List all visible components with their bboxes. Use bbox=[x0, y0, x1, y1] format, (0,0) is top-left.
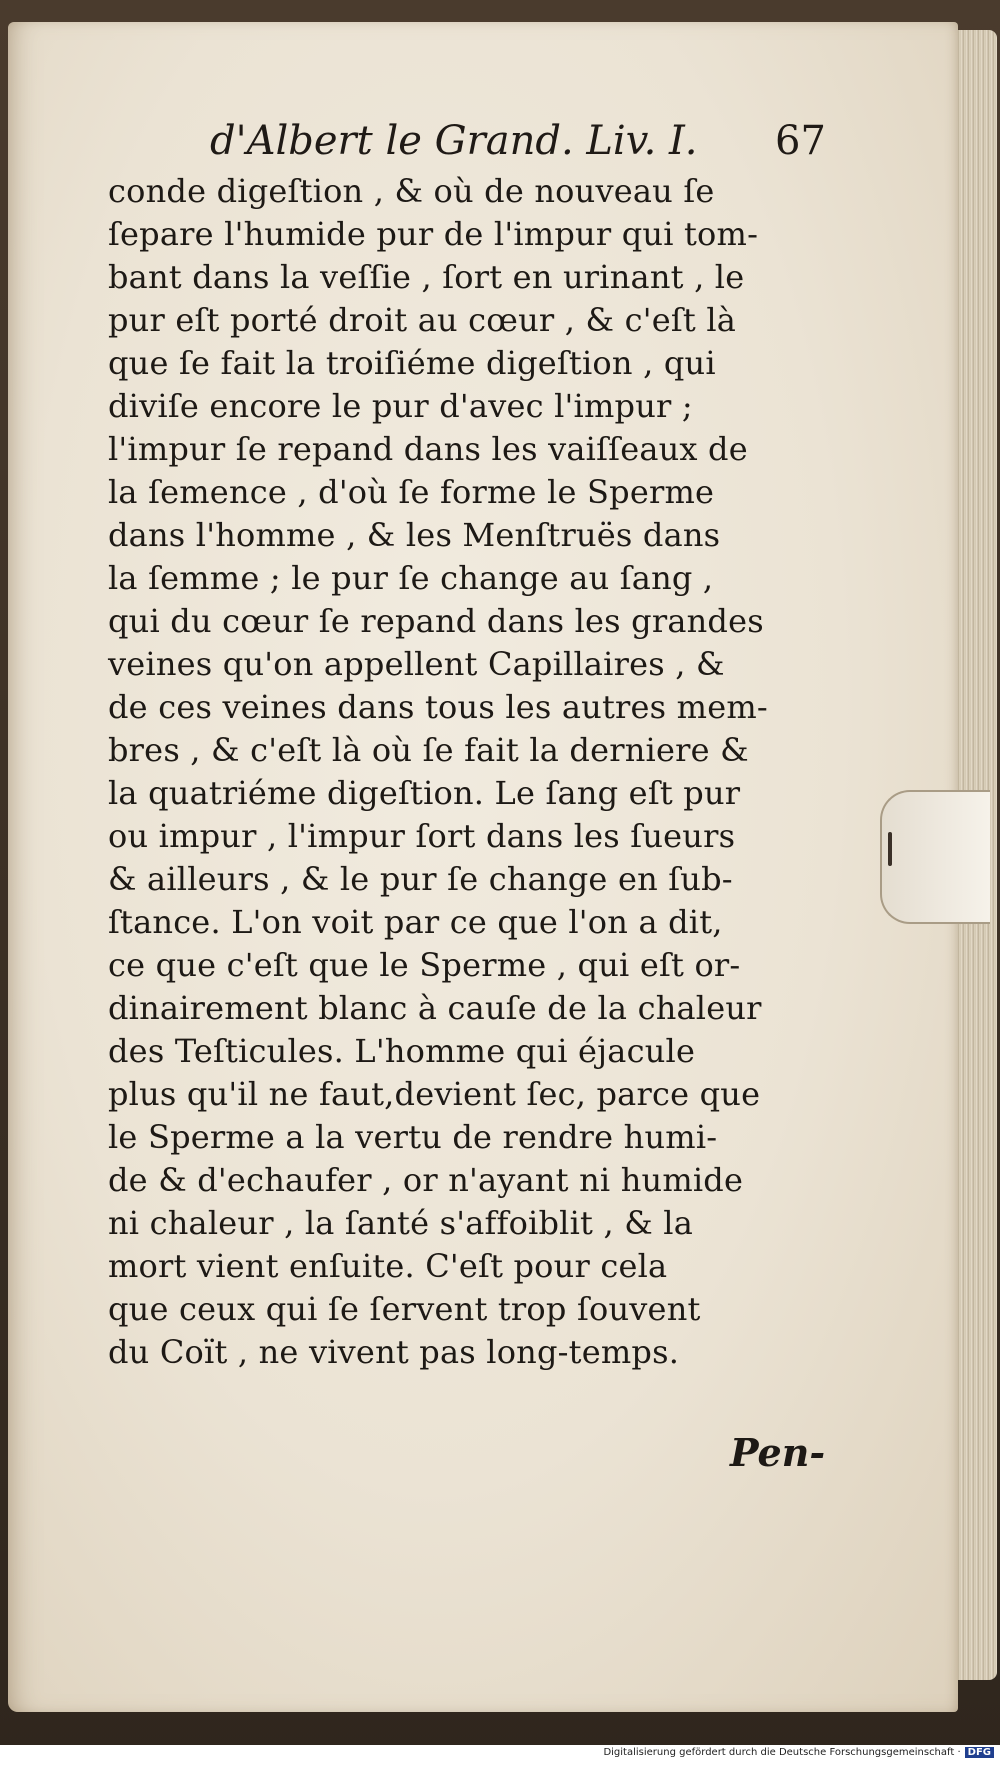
text-line: la ſemence , d'où ſe forme le Sperme bbox=[108, 473, 715, 511]
text-line: de & d'echaufer , or n'ayant ni humide bbox=[108, 1161, 744, 1199]
digitization-credit bbox=[603, 1747, 994, 1758]
running-header bbox=[210, 118, 850, 178]
text-line: la ſemme ; le pur ſe change au ſang , bbox=[108, 559, 714, 597]
text-line: ce que c'eſt que le Sperme , qui eſt or- bbox=[108, 946, 741, 984]
text-line: ſepare l'humide pur de l'impur qui tom- bbox=[108, 215, 759, 253]
text-line: ni chaleur , la ſanté s'affoiblit , & la bbox=[108, 1204, 693, 1242]
text-line: mort vient enſuite. C'eſt pour cela bbox=[108, 1247, 668, 1285]
text-line: qui du cœur ſe repand dans les grandes bbox=[108, 602, 764, 640]
text-line: de ces veines dans tous les autres mem- bbox=[108, 688, 768, 726]
clip-tab-mark bbox=[888, 832, 892, 866]
text-line: l'impur ſe repand dans les vaiſſeaux de bbox=[108, 430, 748, 468]
catchword: Pen- bbox=[730, 1430, 826, 1475]
page-number: 67 bbox=[775, 118, 826, 164]
text-line: & ailleurs , & le pur ſe change en ſub- bbox=[108, 860, 733, 898]
text-line: du Coït , ne vivent pas long-temps. bbox=[108, 1333, 680, 1371]
text-line: dans l'homme , & les Menſtruës dans bbox=[108, 516, 721, 554]
text-line: la quatriéme digeſtion. Le ſang eſt pur bbox=[108, 774, 741, 812]
text-line: veines qu'on appellent Capillaires , & bbox=[108, 645, 725, 683]
text-line: dinairement blanc à cauſe de la chaleur bbox=[108, 989, 762, 1027]
text-line: le Sperme a la vertu de rendre humi- bbox=[108, 1118, 718, 1156]
clip-tab bbox=[880, 790, 990, 924]
text-line: diviſe encore le pur d'avec l'impur ; bbox=[108, 387, 693, 425]
text-line: pur eſt porté droit au cœur , & c'eſt là bbox=[108, 301, 737, 339]
running-title: d'Albert le Grand. Liv. I. bbox=[210, 118, 698, 164]
text-line: que ſe fait la troiſiéme digeſtion , qui bbox=[108, 344, 716, 382]
text-line: ſtance. L'on voit par ce que l'on a dit, bbox=[108, 903, 723, 941]
body-text bbox=[108, 170, 838, 1374]
text-line: plus qu'il ne faut,devient ſec, parce que bbox=[108, 1075, 761, 1113]
text-line: que ceux qui ſe ſervent trop ſouvent bbox=[108, 1290, 701, 1328]
dfg-logo: DFG bbox=[965, 1747, 994, 1758]
text-line: bres , & c'eſt là où ſe fait la derniere & bbox=[108, 731, 749, 769]
text-line: conde digeſtion , & où de nouveau ſe bbox=[108, 172, 715, 210]
text-line: ou impur , l'impur ſort dans les ſueurs bbox=[108, 817, 736, 855]
credit-text: Digitalisierung gefördert durch die Deutsche Forschungsgemeinschaft · bbox=[603, 1747, 961, 1758]
text-line: des Teſticules. L'homme qui éjacule bbox=[108, 1032, 696, 1070]
text-line: bant dans la veſſie , ſort en urinant , le bbox=[108, 258, 745, 296]
